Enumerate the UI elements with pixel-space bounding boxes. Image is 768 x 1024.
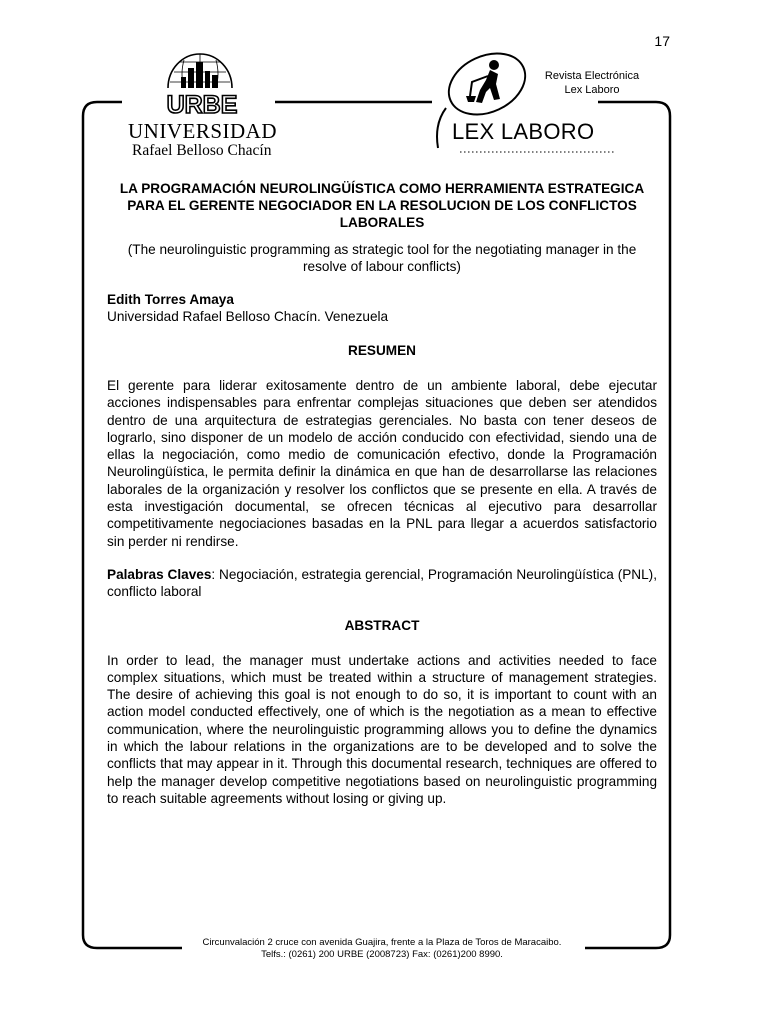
author-name: Edith Torres Amaya: [107, 292, 234, 307]
revista-label: [538, 69, 646, 97]
svg-text:URBE: URBE: [166, 91, 238, 117]
resumen-text: El gerente para liderar exitosamente dentro de un ambiente laboral, debe ejecutar acciones indispensables para enfrentar complejas situaciones que deben ser atendidos dentro de una arquitectura de estrategias gerenciales. No basta con tener deseos de lograrlo, sino disponer de un modelo de acción conducido con efectividad, siendo una de ellas la negociación, como medio de comunicación efectivo, donde la Programación Neurolingüística, le permita definir la dinámica en que han de desarrollarse las relaciones laborales de la organización y resolver los conflictos que se presente en ella. A través de esta investigación documental, se ofrecen técnicas al ejecutivo para desarrollar competitivamente negociaciones basadas en la PNL para llegar a acuerdos satisfactorio sin perder ni rendirse.: [107, 378, 657, 549]
footer: [120, 937, 644, 961]
keywords: [107, 566, 657, 601]
revista-line-2: Lex Laboro: [564, 84, 620, 96]
abstract-text: In order to lead, the manager must undertake actions and activities needed to face complex situations, which must be treated within a structure of management strategies. The desire of achieving this goal is not enough to do so, it is important to count with an action model conducted effectively, one of which is the negotiation as a mean to effective communication, where the neurolinguistic programming allows you to define the dynamics in which the labour relations in the organizations are to be developed and to solve the conflicts that may appear in it. Through this documental research, techniques are offered to help the manager develop competitive negotiations based on neurolinguistic programming to reach suitable agreements without losing or giving up.: [107, 652, 657, 806]
article-title: LA PROGRAMACIÓN NEUROLINGÜÍSTICA COMO HERRAMIENTA ESTRATEGICA PARA EL GERENTE NEGOCIADOR EN LA RESOLUCION DE LOS CONFLICTOS LABORALES: [119, 181, 645, 230]
article-subtitle: (The neurolinguistic programming as strategic tool for the negotiating manager in the resolve of labour conflicts): [127, 242, 637, 274]
author-affiliation: Universidad Rafael Belloso Chacín. Venezuela: [107, 309, 389, 324]
globe-icon: [164, 44, 236, 92]
abstract-heading: ABSTRACT: [344, 617, 420, 633]
university-name: UNIVERSIDAD: [128, 119, 277, 143]
keywords-label: Palabras Claves: [107, 566, 212, 582]
page-number: 17: [654, 33, 670, 49]
footer-address: Circunvalación 2 cruce con avenida Guajira, frente a la Plaza de Toros de Maracaibo.: [202, 937, 562, 948]
revista-line-1: Revista Electrónica: [544, 70, 640, 82]
keywords-text: : Negociación, estrategia gerencial, Programación Neurolingüística (PNL), conflicto laboral: [107, 566, 657, 600]
footer-phones: Telfs.: (0261) 200 URBE (2008723) Fax: (0261)200 8990.: [261, 949, 503, 960]
journal-title: LEX LABORO: [452, 119, 595, 144]
article-body: [107, 180, 657, 823]
resumen-heading: RESUMEN: [348, 343, 416, 358]
university-subname: Rafael Belloso Chacín: [132, 142, 272, 159]
urbe-wordmark: [162, 91, 242, 117]
